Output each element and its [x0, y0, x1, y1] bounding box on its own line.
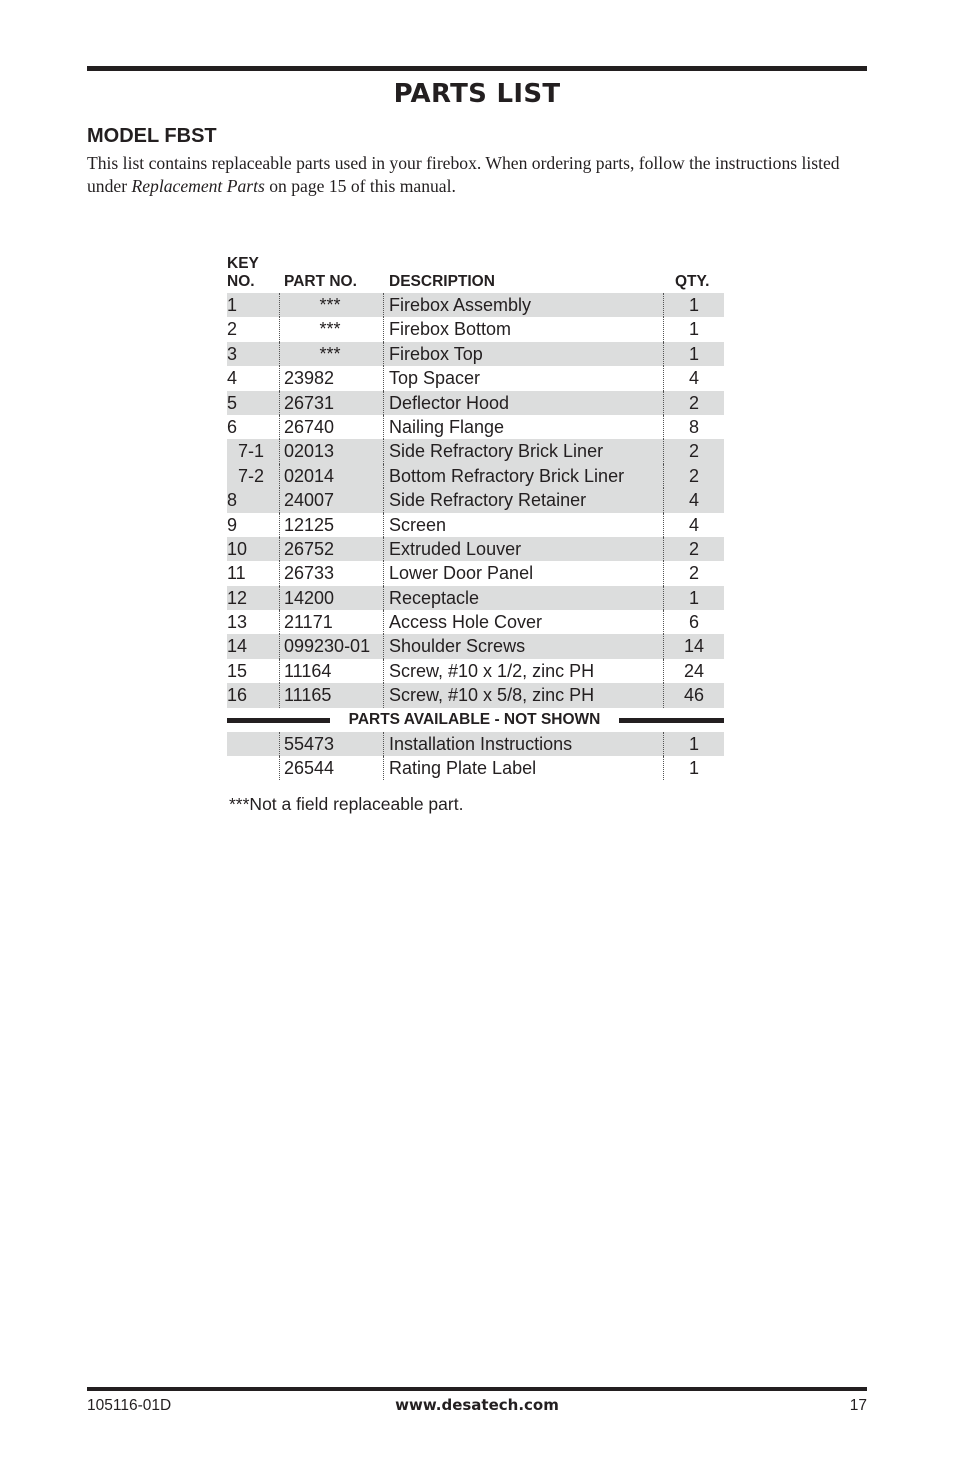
column-divider	[279, 317, 280, 341]
table-row	[227, 439, 724, 463]
key-cell: 16	[227, 685, 248, 706]
column-divider	[383, 342, 384, 366]
part-no-cell: ***	[319, 295, 341, 315]
part-no-cell: 11165	[284, 685, 332, 706]
key-cell: 5	[227, 392, 238, 413]
key-cell: 15	[227, 660, 248, 681]
header-key-line1: KEY	[227, 255, 259, 272]
header-description: DESCRIPTION	[389, 273, 495, 290]
intro-paragraph	[87, 152, 877, 198]
table-row	[227, 683, 724, 707]
description-cell: Firebox Bottom	[389, 319, 512, 340]
qty-cell: 1	[688, 319, 699, 340]
table-row	[227, 610, 724, 634]
section-divider	[227, 708, 724, 732]
qty-cell: 4	[688, 514, 699, 535]
model-heading: MODEL FBST	[87, 125, 217, 147]
description-cell: Screen	[389, 514, 447, 535]
key-cell	[227, 756, 277, 780]
description-cell: Deflector Hood	[389, 392, 510, 413]
column-divider	[383, 586, 384, 610]
table-row	[227, 634, 724, 658]
top-rule	[87, 66, 867, 71]
description-cell: Extruded Louver	[389, 538, 522, 559]
column-divider	[383, 732, 384, 756]
description-cell: Side Refractory Brick Liner	[389, 441, 604, 462]
key-cell: 2	[227, 319, 238, 340]
description-cell: Bottom Refractory Brick Liner	[389, 465, 625, 486]
key-cell: 1	[227, 295, 238, 315]
table-row	[227, 317, 724, 341]
table-row	[227, 391, 724, 415]
table-row	[227, 586, 724, 610]
header-part-no: PART NO.	[284, 273, 357, 290]
column-divider	[383, 683, 384, 707]
description-cell: Firebox Assembly	[389, 295, 532, 315]
qty-cell: 2	[688, 465, 699, 486]
part-no-cell: 21171	[284, 612, 333, 633]
column-divider	[279, 537, 280, 561]
column-divider	[279, 391, 280, 415]
qty-cell: 4	[688, 490, 699, 511]
divider-bar-right	[619, 718, 724, 723]
key-cell: 7-2	[238, 465, 265, 486]
column-divider	[279, 732, 280, 756]
header-key-line2: NO.	[227, 273, 255, 290]
key-cell: 10	[227, 538, 248, 559]
description-cell: Nailing Flange	[389, 416, 505, 437]
part-no-cell: 55473	[284, 733, 335, 754]
qty-cell: 6	[688, 612, 699, 633]
column-divider	[279, 610, 280, 634]
table-row	[227, 513, 724, 537]
table-header	[227, 253, 724, 293]
column-divider	[279, 683, 280, 707]
part-no-cell: ***	[319, 343, 341, 364]
description-cell: Rating Plate Label	[389, 758, 537, 779]
table-row	[227, 464, 724, 488]
part-no-cell: 02013	[284, 441, 335, 462]
website-link[interactable]: www.desatech.com	[395, 1396, 559, 1414]
divider-label: PARTS AVAILABLE - NOT SHOWN	[348, 710, 601, 728]
qty-cell: 2	[688, 538, 699, 559]
header-qty: QTY.	[675, 273, 710, 290]
column-divider	[383, 317, 384, 341]
column-divider	[383, 366, 384, 390]
column-divider	[279, 293, 280, 317]
column-divider	[279, 513, 280, 537]
intro-text: This list contains replaceable parts used in your firebox. When ordering parts, follow the instructions listed under	[87, 153, 840, 196]
table-row	[227, 756, 724, 780]
part-no-cell: 12125	[284, 514, 335, 535]
part-no-cell: 26752	[284, 538, 335, 559]
key-cell: 3	[227, 343, 238, 364]
column-divider	[383, 537, 384, 561]
doc-number: 105116-01D	[87, 1397, 172, 1414]
description-cell: Lower Door Panel	[389, 563, 534, 584]
table-body	[227, 293, 724, 708]
key-cell: 7-1	[238, 441, 265, 462]
description-cell: Receptacle	[389, 587, 480, 608]
part-no-cell: 14200	[284, 587, 335, 608]
table-row	[227, 293, 724, 317]
key-cell: 14	[227, 636, 248, 657]
page-title: PARTS LIST	[393, 79, 561, 109]
qty-cell: 1	[688, 758, 699, 779]
page-number: 17	[849, 1397, 867, 1414]
qty-cell: 4	[688, 368, 699, 389]
description-cell: Screw, #10 x 5/8, zinc PH	[389, 685, 595, 706]
description-cell: Screw, #10 x 1/2, zinc PH	[389, 660, 595, 681]
column-divider	[383, 561, 384, 585]
qty-cell: 1	[688, 733, 699, 754]
column-divider	[383, 513, 384, 537]
column-divider	[279, 659, 280, 683]
table-row	[227, 537, 724, 561]
column-divider	[383, 464, 384, 488]
intro-text-end: on page 15 of this manual.	[264, 176, 456, 196]
description-cell: Top Spacer	[389, 368, 481, 389]
description-cell: Side Refractory Retainer	[389, 490, 587, 511]
qty-cell: 14	[683, 636, 705, 657]
column-divider	[279, 342, 280, 366]
key-cell: 8	[227, 490, 238, 511]
table-row	[227, 342, 724, 366]
column-divider	[383, 610, 384, 634]
table-row	[227, 732, 724, 756]
column-divider	[279, 756, 280, 780]
column-divider	[383, 659, 384, 683]
column-divider	[383, 756, 384, 780]
key-cell: 11	[227, 563, 246, 584]
column-divider	[383, 488, 384, 512]
key-cell	[227, 732, 277, 756]
divider-bar-left	[227, 718, 330, 723]
table-row	[227, 561, 724, 585]
key-cell: 12	[227, 587, 248, 608]
part-no-cell: 26733	[284, 563, 335, 584]
part-no-cell: 26740	[284, 416, 335, 437]
column-divider	[279, 634, 280, 658]
replacement-parts-reference: Replacement Parts	[131, 176, 265, 196]
extra-table-body	[227, 732, 724, 781]
key-cell: 9	[227, 514, 238, 535]
part-no-cell: 26731	[284, 392, 335, 413]
qty-cell: 24	[683, 660, 705, 681]
qty-cell: 2	[688, 392, 699, 413]
header-key-no	[227, 255, 259, 291]
description-cell: Firebox Top	[389, 343, 483, 364]
qty-cell: 8	[688, 416, 699, 437]
table-row	[227, 366, 724, 390]
column-divider	[279, 415, 280, 439]
table-row	[227, 488, 724, 512]
qty-cell: 46	[683, 685, 705, 706]
column-divider	[279, 561, 280, 585]
part-no-cell: 23982	[284, 368, 335, 389]
qty-cell: 2	[688, 563, 699, 584]
part-no-cell: ***	[319, 319, 341, 340]
bottom-rule	[87, 1387, 867, 1391]
column-divider	[279, 488, 280, 512]
qty-cell: 1	[688, 343, 699, 364]
key-cell: 13	[227, 612, 248, 633]
column-divider	[383, 415, 384, 439]
part-no-cell: 02014	[284, 465, 335, 486]
description-cell: Shoulder Screws	[389, 636, 526, 657]
qty-cell: 1	[688, 295, 699, 315]
part-no-cell: 26544	[284, 758, 335, 779]
description-cell: Access Hole Cover	[389, 612, 543, 633]
column-divider	[383, 634, 384, 658]
column-divider	[279, 366, 280, 390]
column-divider	[383, 293, 384, 317]
qty-cell: 2	[688, 441, 699, 462]
column-divider	[383, 391, 384, 415]
part-no-cell: 11164	[284, 660, 332, 681]
description-cell: Installation Instructions	[389, 733, 573, 754]
key-cell: 6	[227, 416, 238, 437]
column-divider	[383, 439, 384, 463]
parts-table	[227, 253, 724, 780]
footnote: ***Not a field replaceable part.	[229, 794, 464, 814]
table-row	[227, 659, 724, 683]
column-divider	[279, 586, 280, 610]
part-no-cell: 24007	[284, 490, 335, 511]
part-no-cell: 099230-01	[284, 636, 371, 657]
table-row	[227, 415, 724, 439]
key-cell: 4	[227, 368, 238, 389]
qty-cell: 1	[688, 587, 699, 608]
